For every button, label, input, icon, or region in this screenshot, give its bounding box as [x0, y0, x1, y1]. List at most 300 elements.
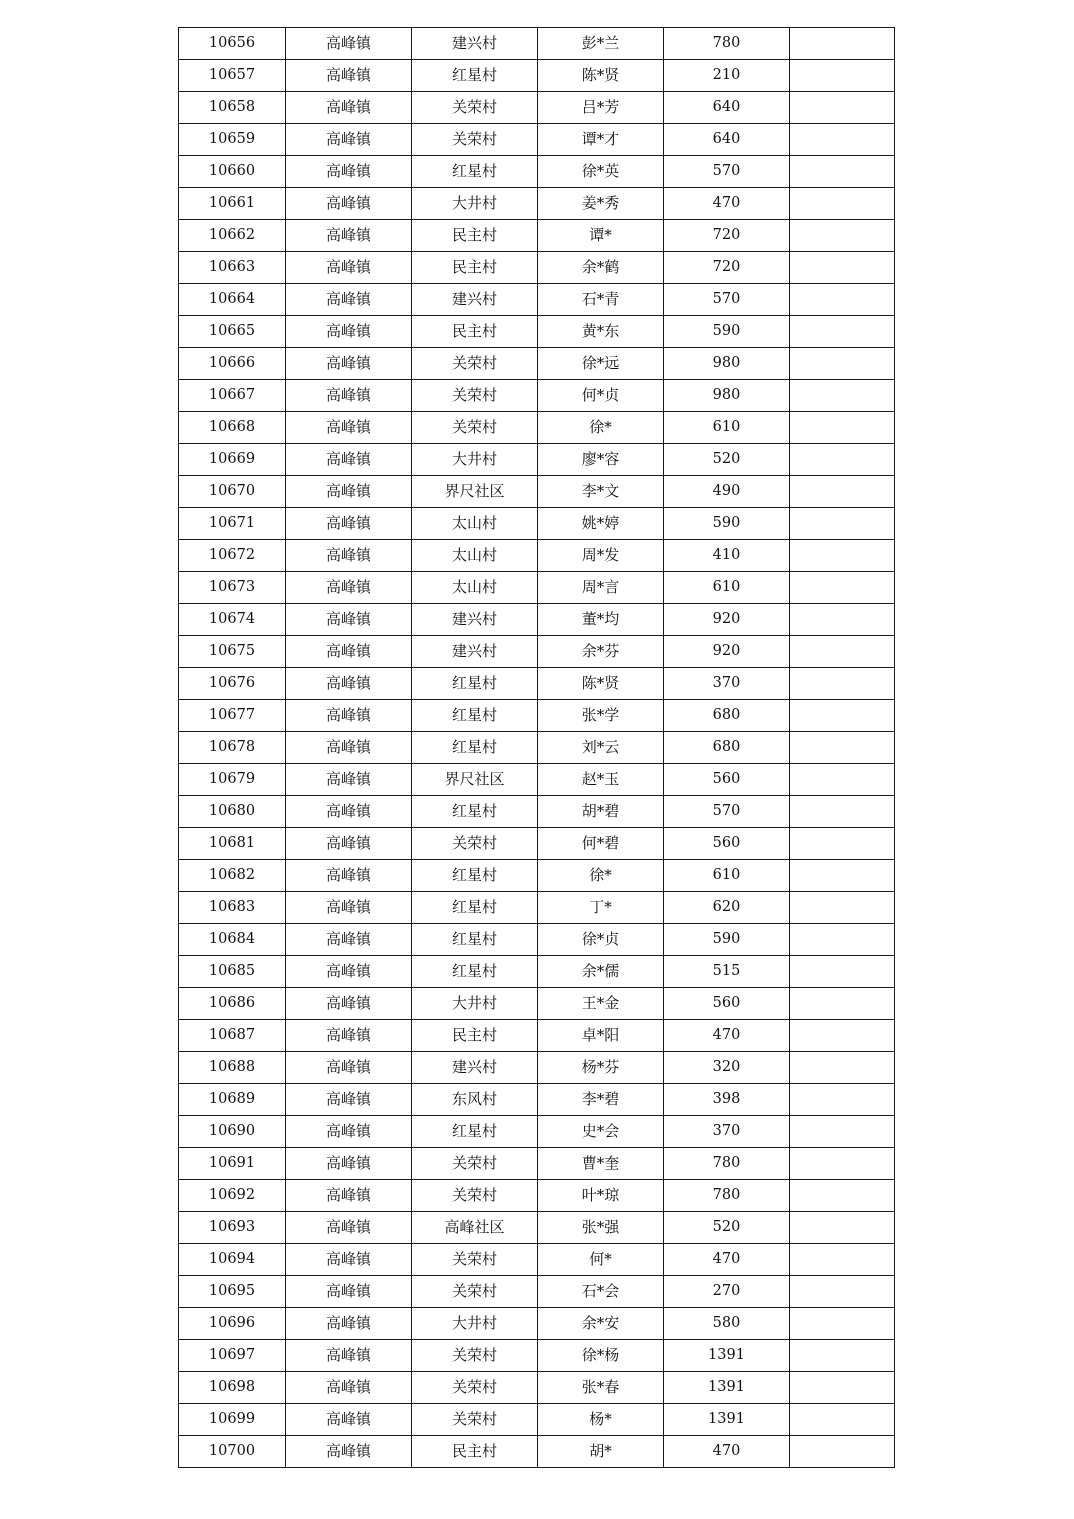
amount-cell: 560 — [664, 988, 790, 1020]
table-row — [179, 1148, 895, 1180]
table-row — [179, 444, 895, 476]
table-row — [179, 1212, 895, 1244]
person-name-cell: 陈*贤 — [538, 668, 664, 700]
record-id-cell: 10676 — [179, 668, 286, 700]
amount-cell: 270 — [664, 1276, 790, 1308]
person-name-cell: 徐*英 — [538, 156, 664, 188]
amount-cell: 470 — [664, 188, 790, 220]
note-cell — [790, 1116, 895, 1148]
note-cell — [790, 892, 895, 924]
person-name-cell: 石*青 — [538, 284, 664, 316]
note-cell — [790, 988, 895, 1020]
village-cell: 红星村 — [412, 668, 538, 700]
village-cell: 建兴村 — [412, 604, 538, 636]
amount-cell: 490 — [664, 476, 790, 508]
town-cell: 高峰镇 — [286, 476, 412, 508]
person-name-cell: 石*会 — [538, 1276, 664, 1308]
village-cell: 红星村 — [412, 956, 538, 988]
record-id-cell: 10689 — [179, 1084, 286, 1116]
person-name-cell: 廖*容 — [538, 444, 664, 476]
note-cell — [790, 1308, 895, 1340]
person-name-cell: 杨* — [538, 1404, 664, 1436]
town-cell: 高峰镇 — [286, 604, 412, 636]
note-cell — [790, 476, 895, 508]
town-cell: 高峰镇 — [286, 380, 412, 412]
table-row — [179, 348, 895, 380]
village-cell: 太山村 — [412, 540, 538, 572]
table-row — [179, 412, 895, 444]
town-cell: 高峰镇 — [286, 700, 412, 732]
person-name-cell: 史*会 — [538, 1116, 664, 1148]
table-row — [179, 316, 895, 348]
amount-cell: 590 — [664, 508, 790, 540]
record-id-cell: 10697 — [179, 1340, 286, 1372]
amount-cell: 920 — [664, 604, 790, 636]
record-id-cell: 10675 — [179, 636, 286, 668]
town-cell: 高峰镇 — [286, 28, 412, 60]
village-cell: 关荣村 — [412, 348, 538, 380]
person-name-cell: 杨*芬 — [538, 1052, 664, 1084]
person-name-cell: 卓*阳 — [538, 1020, 664, 1052]
record-id-cell: 10656 — [179, 28, 286, 60]
note-cell — [790, 700, 895, 732]
note-cell — [790, 1180, 895, 1212]
note-cell — [790, 28, 895, 60]
person-name-cell: 何*贞 — [538, 380, 664, 412]
record-id-cell: 10664 — [179, 284, 286, 316]
person-name-cell: 谭*才 — [538, 124, 664, 156]
town-cell: 高峰镇 — [286, 1308, 412, 1340]
amount-cell: 1391 — [664, 1372, 790, 1404]
person-name-cell: 周*言 — [538, 572, 664, 604]
record-id-cell: 10683 — [179, 892, 286, 924]
person-name-cell: 徐* — [538, 860, 664, 892]
note-cell — [790, 220, 895, 252]
town-cell: 高峰镇 — [286, 1372, 412, 1404]
village-cell: 建兴村 — [412, 28, 538, 60]
town-cell: 高峰镇 — [286, 540, 412, 572]
town-cell: 高峰镇 — [286, 252, 412, 284]
town-cell: 高峰镇 — [286, 1116, 412, 1148]
village-cell: 建兴村 — [412, 1052, 538, 1084]
table-row — [179, 636, 895, 668]
table-body — [179, 28, 895, 1468]
amount-cell: 610 — [664, 860, 790, 892]
town-cell: 高峰镇 — [286, 92, 412, 124]
town-cell: 高峰镇 — [286, 508, 412, 540]
amount-cell: 570 — [664, 284, 790, 316]
town-cell: 高峰镇 — [286, 572, 412, 604]
record-id-cell: 10669 — [179, 444, 286, 476]
village-cell: 太山村 — [412, 508, 538, 540]
person-name-cell: 余*芬 — [538, 636, 664, 668]
record-id-cell: 10687 — [179, 1020, 286, 1052]
person-name-cell: 姜*秀 — [538, 188, 664, 220]
person-name-cell: 丁* — [538, 892, 664, 924]
amount-cell: 580 — [664, 1308, 790, 1340]
village-cell: 关荣村 — [412, 1244, 538, 1276]
table-row — [179, 28, 895, 60]
person-name-cell: 何*碧 — [538, 828, 664, 860]
amount-cell: 370 — [664, 668, 790, 700]
person-name-cell: 周*发 — [538, 540, 664, 572]
village-cell: 关荣村 — [412, 124, 538, 156]
amount-cell: 210 — [664, 60, 790, 92]
note-cell — [790, 572, 895, 604]
amount-cell: 570 — [664, 156, 790, 188]
village-cell: 民主村 — [412, 316, 538, 348]
record-id-cell: 10659 — [179, 124, 286, 156]
amount-cell: 320 — [664, 1052, 790, 1084]
amount-cell: 1391 — [664, 1404, 790, 1436]
person-name-cell: 刘*云 — [538, 732, 664, 764]
person-name-cell: 谭* — [538, 220, 664, 252]
town-cell: 高峰镇 — [286, 124, 412, 156]
town-cell: 高峰镇 — [286, 828, 412, 860]
person-name-cell: 黄*东 — [538, 316, 664, 348]
town-cell: 高峰镇 — [286, 1084, 412, 1116]
village-cell: 红星村 — [412, 700, 538, 732]
person-name-cell: 徐*杨 — [538, 1340, 664, 1372]
amount-cell: 470 — [664, 1244, 790, 1276]
village-cell: 关荣村 — [412, 1340, 538, 1372]
table-row — [179, 732, 895, 764]
record-id-cell: 10700 — [179, 1436, 286, 1468]
person-name-cell: 何* — [538, 1244, 664, 1276]
town-cell: 高峰镇 — [286, 1180, 412, 1212]
table-row — [179, 1372, 895, 1404]
record-id-cell: 10693 — [179, 1212, 286, 1244]
person-name-cell: 彭*兰 — [538, 28, 664, 60]
table-row — [179, 124, 895, 156]
amount-cell: 570 — [664, 796, 790, 828]
table-row — [179, 220, 895, 252]
table-row — [179, 60, 895, 92]
person-name-cell: 陈*贤 — [538, 60, 664, 92]
record-id-cell: 10674 — [179, 604, 286, 636]
village-cell: 红星村 — [412, 156, 538, 188]
note-cell — [790, 540, 895, 572]
table-row — [179, 572, 895, 604]
village-cell: 红星村 — [412, 796, 538, 828]
table-row — [179, 1308, 895, 1340]
note-cell — [790, 1244, 895, 1276]
town-cell: 高峰镇 — [286, 284, 412, 316]
person-name-cell: 余*安 — [538, 1308, 664, 1340]
person-name-cell: 李*碧 — [538, 1084, 664, 1116]
note-cell — [790, 508, 895, 540]
village-cell: 关荣村 — [412, 412, 538, 444]
amount-cell: 590 — [664, 924, 790, 956]
note-cell — [790, 412, 895, 444]
table-row — [179, 476, 895, 508]
record-id-cell: 10671 — [179, 508, 286, 540]
town-cell: 高峰镇 — [286, 1212, 412, 1244]
record-id-cell: 10680 — [179, 796, 286, 828]
person-name-cell: 胡*碧 — [538, 796, 664, 828]
village-cell: 红星村 — [412, 1116, 538, 1148]
amount-cell: 560 — [664, 764, 790, 796]
amount-cell: 590 — [664, 316, 790, 348]
note-cell — [790, 1084, 895, 1116]
table-row — [179, 892, 895, 924]
note-cell — [790, 732, 895, 764]
village-cell: 关荣村 — [412, 1148, 538, 1180]
note-cell — [790, 1276, 895, 1308]
town-cell: 高峰镇 — [286, 860, 412, 892]
amount-cell: 780 — [664, 1148, 790, 1180]
record-id-cell: 10692 — [179, 1180, 286, 1212]
town-cell: 高峰镇 — [286, 1148, 412, 1180]
table-row — [179, 188, 895, 220]
table-row — [179, 92, 895, 124]
table-row — [179, 284, 895, 316]
table-row — [179, 540, 895, 572]
note-cell — [790, 1404, 895, 1436]
record-id-cell: 10684 — [179, 924, 286, 956]
note-cell — [790, 636, 895, 668]
record-id-cell: 10670 — [179, 476, 286, 508]
person-name-cell: 余*鹤 — [538, 252, 664, 284]
town-cell: 高峰镇 — [286, 412, 412, 444]
record-id-cell: 10699 — [179, 1404, 286, 1436]
amount-cell: 610 — [664, 412, 790, 444]
town-cell: 高峰镇 — [286, 924, 412, 956]
record-id-cell: 10695 — [179, 1276, 286, 1308]
table-row — [179, 508, 895, 540]
record-id-cell: 10694 — [179, 1244, 286, 1276]
village-cell: 民主村 — [412, 1436, 538, 1468]
village-cell: 红星村 — [412, 892, 538, 924]
table-row — [179, 700, 895, 732]
town-cell: 高峰镇 — [286, 668, 412, 700]
village-cell: 建兴村 — [412, 636, 538, 668]
person-name-cell: 徐* — [538, 412, 664, 444]
table-row — [179, 956, 895, 988]
village-cell: 民主村 — [412, 220, 538, 252]
amount-cell: 720 — [664, 220, 790, 252]
person-name-cell: 余*儒 — [538, 956, 664, 988]
note-cell — [790, 124, 895, 156]
village-cell: 关荣村 — [412, 1372, 538, 1404]
note-cell — [790, 92, 895, 124]
table-row — [179, 1436, 895, 1468]
village-cell: 红星村 — [412, 732, 538, 764]
note-cell — [790, 156, 895, 188]
note-cell — [790, 284, 895, 316]
table-row — [179, 668, 895, 700]
village-cell: 大井村 — [412, 444, 538, 476]
record-id-cell: 10661 — [179, 188, 286, 220]
person-name-cell: 姚*婷 — [538, 508, 664, 540]
note-cell — [790, 828, 895, 860]
person-name-cell: 董*均 — [538, 604, 664, 636]
table-row — [179, 1052, 895, 1084]
village-cell: 东风村 — [412, 1084, 538, 1116]
person-name-cell: 曹*奎 — [538, 1148, 664, 1180]
record-id-cell: 10678 — [179, 732, 286, 764]
table-row — [179, 1276, 895, 1308]
town-cell: 高峰镇 — [286, 1436, 412, 1468]
table-row — [179, 1244, 895, 1276]
table-row — [179, 1084, 895, 1116]
note-cell — [790, 1148, 895, 1180]
note-cell — [790, 796, 895, 828]
town-cell: 高峰镇 — [286, 1052, 412, 1084]
village-cell: 民主村 — [412, 252, 538, 284]
town-cell: 高峰镇 — [286, 1276, 412, 1308]
note-cell — [790, 1340, 895, 1372]
town-cell: 高峰镇 — [286, 60, 412, 92]
village-cell: 民主村 — [412, 1020, 538, 1052]
village-cell: 红星村 — [412, 60, 538, 92]
amount-cell: 470 — [664, 1436, 790, 1468]
person-name-cell: 张*春 — [538, 1372, 664, 1404]
record-id-cell: 10666 — [179, 348, 286, 380]
record-id-cell: 10667 — [179, 380, 286, 412]
record-id-cell: 10681 — [179, 828, 286, 860]
town-cell: 高峰镇 — [286, 1020, 412, 1052]
note-cell — [790, 316, 895, 348]
note-cell — [790, 924, 895, 956]
person-name-cell: 叶*琼 — [538, 1180, 664, 1212]
table-row — [179, 860, 895, 892]
town-cell: 高峰镇 — [286, 188, 412, 220]
town-cell: 高峰镇 — [286, 444, 412, 476]
note-cell — [790, 1436, 895, 1468]
amount-cell: 410 — [664, 540, 790, 572]
town-cell: 高峰镇 — [286, 636, 412, 668]
amount-cell: 780 — [664, 1180, 790, 1212]
village-cell: 关荣村 — [412, 1276, 538, 1308]
record-id-cell: 10691 — [179, 1148, 286, 1180]
record-id-cell: 10665 — [179, 316, 286, 348]
record-id-cell: 10668 — [179, 412, 286, 444]
town-cell: 高峰镇 — [286, 220, 412, 252]
table-row — [179, 1340, 895, 1372]
note-cell — [790, 444, 895, 476]
table-row — [179, 828, 895, 860]
record-id-cell: 10688 — [179, 1052, 286, 1084]
amount-cell: 515 — [664, 956, 790, 988]
record-id-cell: 10686 — [179, 988, 286, 1020]
note-cell — [790, 380, 895, 412]
note-cell — [790, 1052, 895, 1084]
amount-cell: 620 — [664, 892, 790, 924]
table-row — [179, 1116, 895, 1148]
record-id-cell: 10677 — [179, 700, 286, 732]
table-row — [179, 1404, 895, 1436]
note-cell — [790, 188, 895, 220]
note-cell — [790, 668, 895, 700]
note-cell — [790, 1020, 895, 1052]
town-cell: 高峰镇 — [286, 348, 412, 380]
person-name-cell: 赵*玉 — [538, 764, 664, 796]
town-cell: 高峰镇 — [286, 1404, 412, 1436]
record-id-cell: 10672 — [179, 540, 286, 572]
note-cell — [790, 764, 895, 796]
village-cell: 大井村 — [412, 988, 538, 1020]
village-cell: 界尺社区 — [412, 764, 538, 796]
note-cell — [790, 60, 895, 92]
record-id-cell: 10682 — [179, 860, 286, 892]
town-cell: 高峰镇 — [286, 796, 412, 828]
table-row — [179, 604, 895, 636]
record-id-cell: 10658 — [179, 92, 286, 124]
amount-cell: 520 — [664, 1212, 790, 1244]
table-row — [179, 252, 895, 284]
amount-cell: 520 — [664, 444, 790, 476]
amount-cell: 680 — [664, 732, 790, 764]
amount-cell: 680 — [664, 700, 790, 732]
record-id-cell: 10673 — [179, 572, 286, 604]
amount-cell: 980 — [664, 348, 790, 380]
town-cell: 高峰镇 — [286, 988, 412, 1020]
record-id-cell: 10685 — [179, 956, 286, 988]
note-cell — [790, 956, 895, 988]
subsidy-table — [178, 27, 895, 1468]
record-id-cell: 10660 — [179, 156, 286, 188]
table-row — [179, 156, 895, 188]
person-name-cell: 李*文 — [538, 476, 664, 508]
record-id-cell: 10690 — [179, 1116, 286, 1148]
record-id-cell: 10679 — [179, 764, 286, 796]
village-cell: 关荣村 — [412, 1180, 538, 1212]
amount-cell: 720 — [664, 252, 790, 284]
town-cell: 高峰镇 — [286, 732, 412, 764]
person-name-cell: 徐*远 — [538, 348, 664, 380]
town-cell: 高峰镇 — [286, 1340, 412, 1372]
village-cell: 大井村 — [412, 1308, 538, 1340]
amount-cell: 470 — [664, 1020, 790, 1052]
table-row — [179, 380, 895, 412]
table-row — [179, 764, 895, 796]
town-cell: 高峰镇 — [286, 956, 412, 988]
note-cell — [790, 348, 895, 380]
amount-cell: 640 — [664, 92, 790, 124]
town-cell: 高峰镇 — [286, 764, 412, 796]
record-id-cell: 10663 — [179, 252, 286, 284]
note-cell — [790, 1372, 895, 1404]
village-cell: 关荣村 — [412, 92, 538, 124]
village-cell: 关荣村 — [412, 828, 538, 860]
record-id-cell: 10662 — [179, 220, 286, 252]
village-cell: 关荣村 — [412, 1404, 538, 1436]
amount-cell: 920 — [664, 636, 790, 668]
person-name-cell: 胡* — [538, 1436, 664, 1468]
table-row — [179, 1020, 895, 1052]
person-name-cell: 张*学 — [538, 700, 664, 732]
amount-cell: 1391 — [664, 1340, 790, 1372]
village-cell: 关荣村 — [412, 380, 538, 412]
note-cell — [790, 1212, 895, 1244]
person-name-cell: 张*强 — [538, 1212, 664, 1244]
town-cell: 高峰镇 — [286, 316, 412, 348]
person-name-cell: 吕*芳 — [538, 92, 664, 124]
note-cell — [790, 860, 895, 892]
village-cell: 建兴村 — [412, 284, 538, 316]
record-id-cell: 10696 — [179, 1308, 286, 1340]
table-row — [179, 796, 895, 828]
amount-cell: 610 — [664, 572, 790, 604]
record-id-cell: 10657 — [179, 60, 286, 92]
person-name-cell: 王*金 — [538, 988, 664, 1020]
village-cell: 界尺社区 — [412, 476, 538, 508]
table-row — [179, 1180, 895, 1212]
village-cell: 红星村 — [412, 924, 538, 956]
town-cell: 高峰镇 — [286, 156, 412, 188]
village-cell: 红星村 — [412, 860, 538, 892]
